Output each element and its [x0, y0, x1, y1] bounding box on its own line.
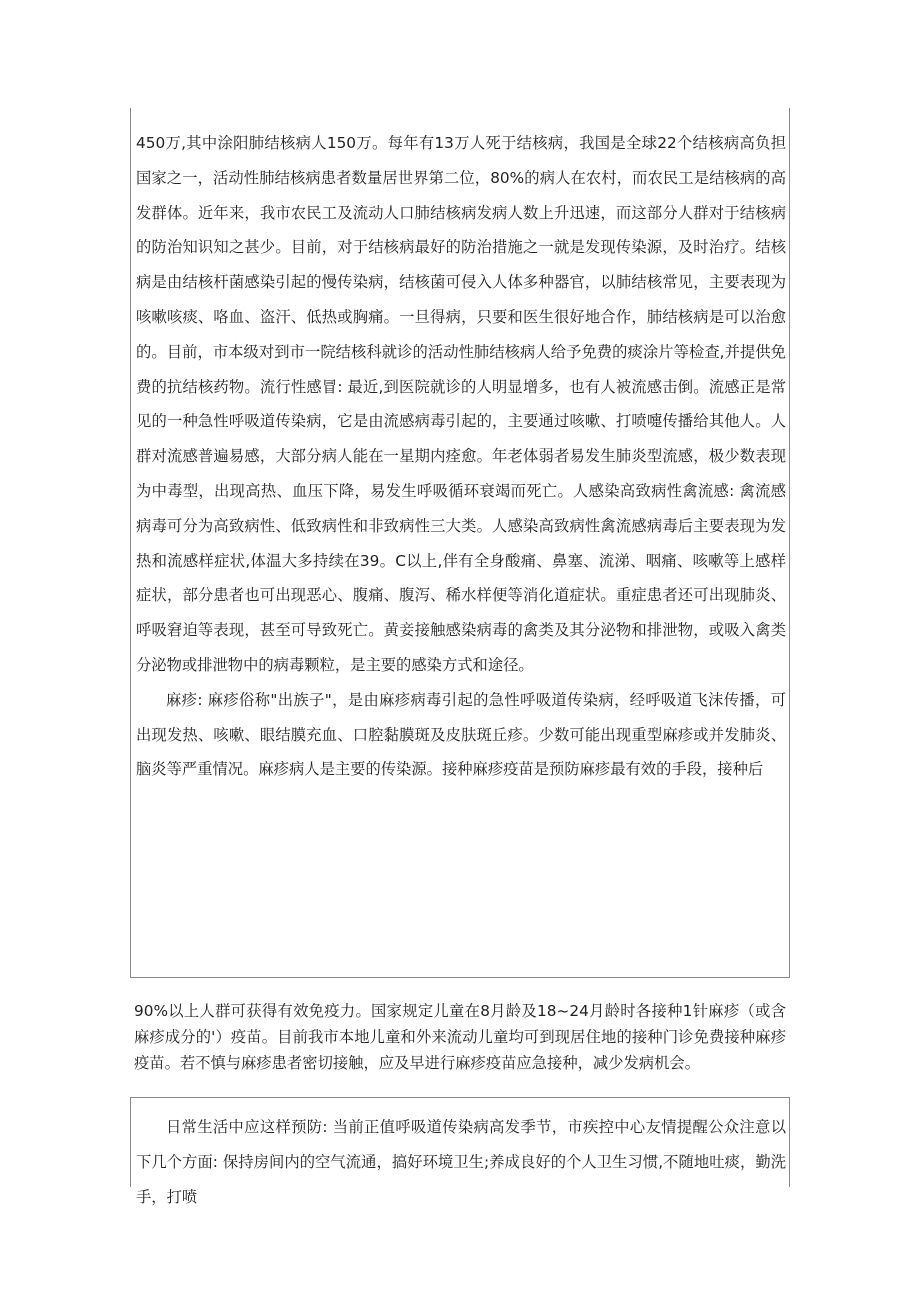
paragraph-tuberculosis-influenza: 450万,其中涂阳肺结核病人150万。每年有13万人死于结核病，我国是全球22个结核病高负担国家之一，活动性肺结核病患者数量居世界第二位，80%的病人在农村，而农民工是结核病的高发群体。近年来，我市农民工及流动人口肺结核病发病人数上升迅速，而这部分人群对于结核病的防治知识知之甚少。目前，对于结核病最好的防治措施之一就是发现传染源，及时治疗。结核病是由结核杆菌感染引起的慢传染病，结核菌可侵入人体多种器官，以肺结核常见，主要表现为咳嗽咳痰、咯血、盗汗、低热或胸痛。一旦得病，只要和医生很好地合作，肺结核病是可以治愈的。目前，市本级对到市一院结核科就诊的活动性肺结核病人给予免费的痰涂片等检查,并提供免费的抗结核药物。流行性感冒: 最近,到医院就诊的人明显增多，也有人被流感击倒。流感正是常见的一种急性呼吸道传染病，它是由流感病毒引起的，主要通过咳嗽、打喷嚏传播给其他人。人群对流感普遍易感，大部分病人能在一星期内痊愈。年老体弱者易发生肺炎型流感，极少数表现为中毒型，出现高热、血压下降，易发生呼吸循环衰竭而死亡。人感染高致病性禽流感: 禽流感病毒可分为高致病性、低致病性和非致病性三大类。人感染高致病性禽流感病毒后主要表现为发热和流感样症状,体温大多持续在39。C以上,伴有全身酸痛、鼻塞、流涕、咽痛、咳嗽等上感样症状，部分患者也可出现恶心、腹痛、腹泻、稀水样便等消化道症状。重症患者还可出现肺炎、呼吸窘迫等表现，甚至可导致死亡。黄妾接触感染病毒的禽类及其分泌物和排泄物，或吸入禽类分泌物或排泄物中的病毒颗粒，是主要的感染方式和途径。	[136, 134, 786, 674]
text-frame-top	[130, 108, 790, 978]
paragraph-measles-vaccine: 90%以上人群可获得有效免疫力。国家规定儿童在8月龄及18~24月龄时各接种1针麻疹（或含麻疹成分的'）疫苗。目前我市本地儿童和外来流动儿童均可到现居住地的接种门诊免费接种麻疹疫苗。若不慎与麻疹患者密切接触，应及早进行麻疹疫苗应急接种，减少发病机会。	[134, 1002, 786, 1072]
paragraph-daily-prevention: 日常生活中应这样预防: 当前正值呼吸道传染病高发季节，市疾控中心友情提醒公众注意以下几个方面: 保持房间内的空气流通，搞好环境卫生;养成良好的个人卫生习惯,不随地吐痰，勤洗手，打喷	[136, 1118, 786, 1206]
text-block-top	[136, 126, 786, 787]
text-frame-bottom	[130, 1097, 790, 1206]
paragraph-measles: 麻疹: 麻疹俗称"出族子"，是由麻疹病毒引起的急性呼吸道传染病，经呼吸道飞沫传播，可出现发热、咳嗽、眼结膜充血、口腔黏膜斑及皮肤斑丘疹。少数可能出现重型麻疹或并发肺炎、脑炎等严重情况。麻疹病人是主要的传染源。接种麻疹疫苗是预防麻疹最有效的手段，接种后	[136, 690, 786, 779]
